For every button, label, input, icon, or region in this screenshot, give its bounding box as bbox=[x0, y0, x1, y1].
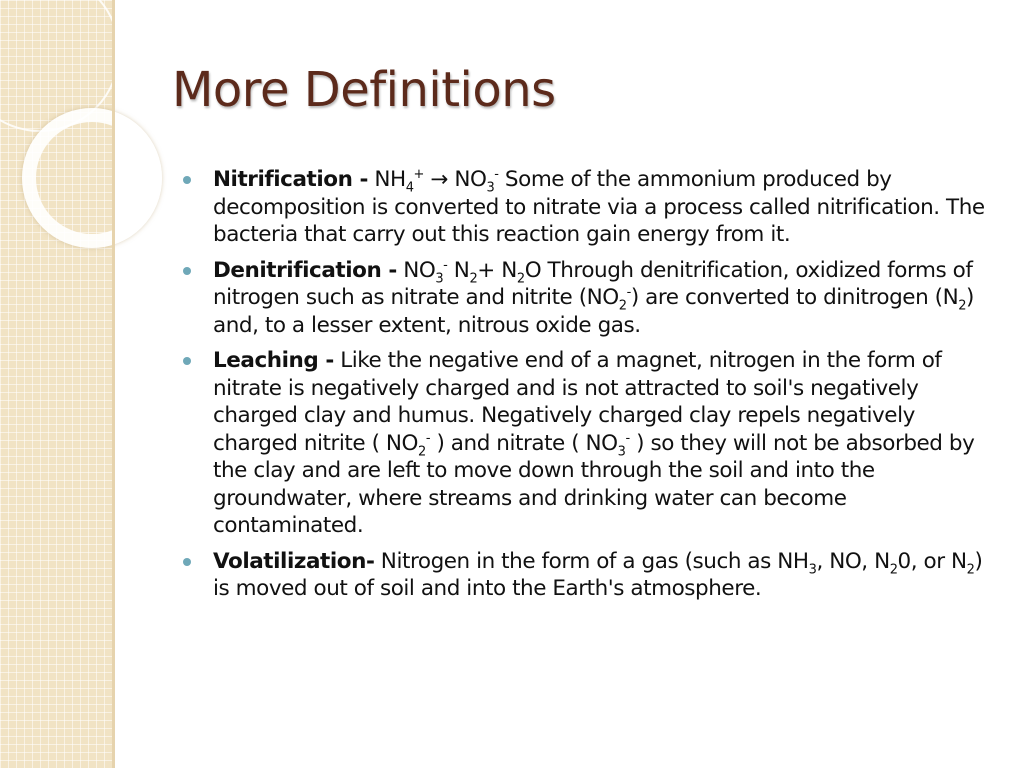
bullet-icon bbox=[183, 357, 191, 365]
decorative-side-strip bbox=[0, 0, 112, 768]
definitions-list bbox=[183, 166, 995, 611]
slide-title: More Definitions bbox=[172, 62, 556, 118]
bullet-icon bbox=[183, 558, 191, 566]
definition-term: Nitrification - bbox=[213, 167, 368, 192]
definition-denitrification: Denitrification - $NO_3^-$ $N_2+ N_2O$ Through denitrification, oxidized forms of nitrogen such as nitrate and nitrite $(NO_2^-)$ are converted to dinitrogen $(N_2)$ and, to a lesser extent, nitrous oxide gas. bbox=[183, 257, 995, 340]
definition-term: Denitrification - bbox=[213, 257, 397, 283]
definition-term: Leaching - bbox=[213, 348, 334, 373]
side-strip-edge bbox=[112, 0, 115, 768]
bullet-icon bbox=[183, 176, 191, 184]
bullet-icon bbox=[183, 267, 191, 275]
definition-term: Volatilization- bbox=[213, 548, 375, 574]
definition-leaching: Leaching - Like the negative end of a magnet, nitrogen in the form of nitrate is negatively charged and is not attracted to soil's negatively charged clay and humus. Negatively charged clay repels negatively charged nitrite ( $NO_2^-$ ) and nitrate ( $NO_3^-$ ) so they will not be absorbed by the clay and are left to move down through the soil and into the groundwater, where streams and drinking water can become contaminated. bbox=[183, 347, 995, 540]
definition-volatilization: Volatilization- Nitrogen in the form of a gas (such as $NH_3$, NO, $N_20$, or $N_2$) is moved out of soil and into the Earth's atmosphere. bbox=[183, 548, 995, 603]
decorative-ring-middle bbox=[22, 108, 162, 248]
definition-nitrification: Nitrification - $NH_4^+ \to NO_3^-$ Some of the ammonium produced by decomposition is converted to nitrate via a process called nitrification. The bacteria that carry out this reaction gain energy from it. bbox=[183, 166, 995, 249]
